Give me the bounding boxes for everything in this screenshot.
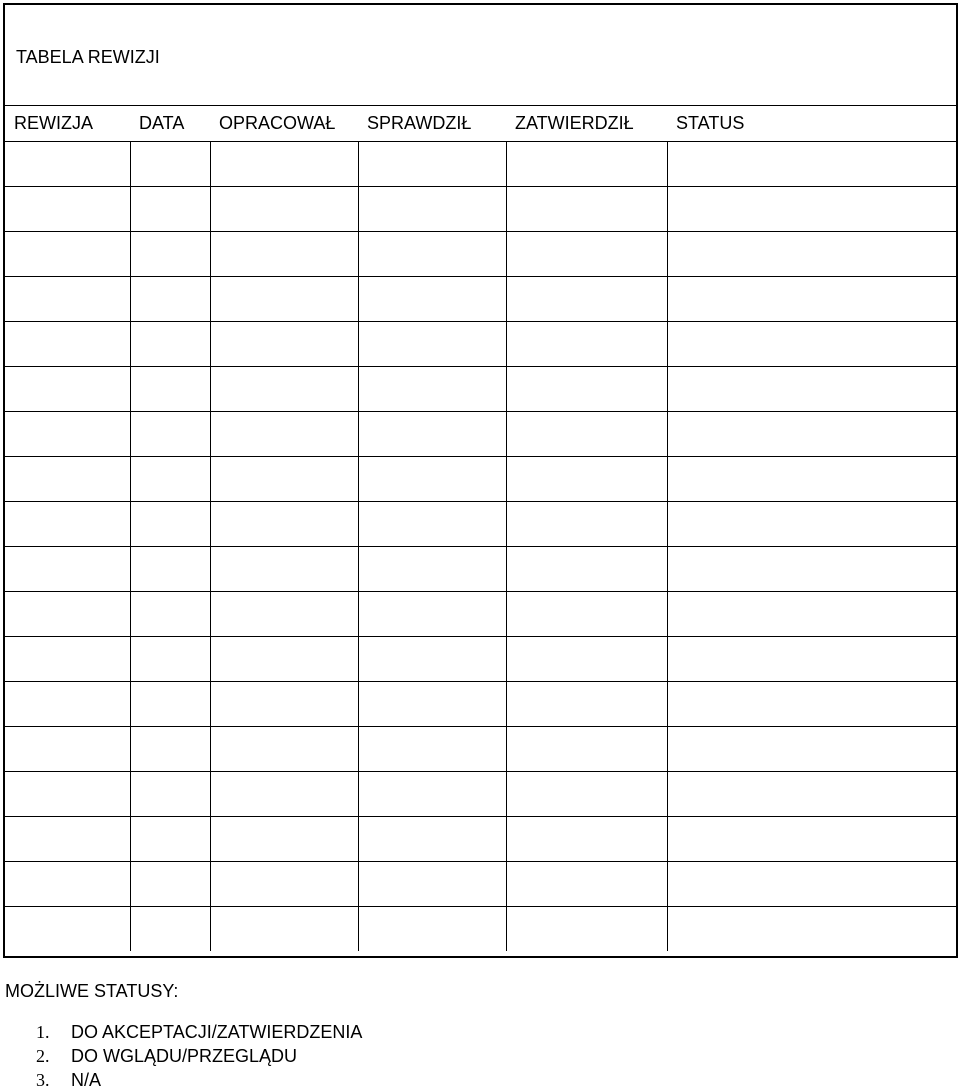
table-cell [5,502,130,547]
table-cell [5,907,130,952]
table-cell [667,682,956,727]
status-label: DO AKCEPTACJI/ZATWIERDZENIA [71,1022,363,1042]
table-cell [210,322,358,367]
table-cell [5,727,130,772]
status-item [36,1044,945,1068]
table-cell [667,547,956,592]
title-row [5,5,956,106]
table-row [5,412,956,457]
table-cell [130,772,210,817]
table-cell [358,277,506,322]
table-cell [358,187,506,232]
table-cell [358,457,506,502]
table-row [5,142,956,187]
table-cell [506,862,667,907]
table-cell [210,592,358,637]
table-cell [130,232,210,277]
column-header-opracowal: OPRACOWAŁ [210,106,358,142]
table-cell [130,187,210,232]
revision-table-frame [3,3,958,958]
table-cell [358,592,506,637]
table-cell [130,142,210,187]
table-cell [667,862,956,907]
table-cell [506,142,667,187]
revision-table-body [5,142,956,952]
table-cell [358,412,506,457]
column-header-status: STATUS [667,106,956,142]
table-cell [506,547,667,592]
table-cell [130,322,210,367]
table-cell [5,277,130,322]
table-row [5,322,956,367]
table-cell [506,817,667,862]
table-cell [210,862,358,907]
header-row [5,106,956,142]
table-cell [506,727,667,772]
table-cell [210,367,358,412]
table-cell [130,637,210,682]
table-cell [130,457,210,502]
table-cell [667,277,956,322]
table-cell [130,547,210,592]
table-cell [358,142,506,187]
table-cell [667,367,956,412]
table-cell [506,277,667,322]
table-cell [210,817,358,862]
column-header-data: DATA [130,106,210,142]
statuses-heading: MOŻLIWE STATUSY: [5,981,179,1001]
table-cell [667,322,956,367]
table-row [5,592,956,637]
table-cell [506,322,667,367]
table-row [5,817,956,862]
table-cell [506,367,667,412]
table-cell [667,412,956,457]
column-header-sprawdzil: SPRAWDZIŁ [358,106,506,142]
table-row [5,367,956,412]
column-header-zatwierdzil: ZATWIERDZIŁ [506,106,667,142]
table-cell [506,907,667,952]
table-cell [130,502,210,547]
table-row [5,682,956,727]
table-row [5,862,956,907]
table-cell [210,907,358,952]
table-cell [667,907,956,952]
table-cell [210,277,358,322]
table-cell [5,682,130,727]
table-cell [667,817,956,862]
table-cell [130,592,210,637]
table-cell [210,547,358,592]
table-cell [667,232,956,277]
table-cell [210,637,358,682]
status-number: 3. [36,1070,50,1090]
table-cell [130,862,210,907]
table-cell [667,142,956,187]
table-cell [358,367,506,412]
table-cell [358,502,506,547]
table-cell [358,817,506,862]
table-cell [506,412,667,457]
table-cell [506,457,667,502]
table-cell [130,367,210,412]
table-cell [358,772,506,817]
table-cell [5,772,130,817]
status-item [36,1068,945,1092]
table-row [5,727,956,772]
table-cell [667,502,956,547]
table-cell [5,547,130,592]
table-cell [358,322,506,367]
table-cell [210,682,358,727]
table-row [5,457,956,502]
table-cell [358,547,506,592]
table-row [5,187,956,232]
table-cell [210,502,358,547]
table-cell [210,412,358,457]
table-row [5,637,956,682]
table-cell [506,502,667,547]
table-cell [5,142,130,187]
table-cell [506,187,667,232]
table-cell [506,682,667,727]
table-cell [667,727,956,772]
table-cell [667,637,956,682]
table-row [5,502,956,547]
table-row [5,277,956,322]
table-cell [358,727,506,772]
table-cell [667,457,956,502]
table-cell [358,637,506,682]
table-cell [667,772,956,817]
table-cell [358,232,506,277]
table-cell [130,277,210,322]
table-cell [130,727,210,772]
table-row [5,232,956,277]
table-row [5,907,956,952]
status-list [5,1020,945,1092]
table-cell [210,232,358,277]
table-cell [358,907,506,952]
table-row [5,772,956,817]
revision-table [5,106,956,951]
table-cell [5,412,130,457]
table-cell [5,367,130,412]
table-cell [5,187,130,232]
table-cell [210,727,358,772]
table-cell [130,907,210,952]
column-header-rewizja: REWIZJA [5,106,130,142]
document-title: TABELA REWIZJI [16,47,160,67]
table-cell [130,682,210,727]
table-cell [210,142,358,187]
table-cell [358,682,506,727]
table-cell [5,592,130,637]
table-cell [5,817,130,862]
status-item [36,1020,945,1044]
table-cell [210,772,358,817]
table-cell [5,322,130,367]
table-cell [5,637,130,682]
table-cell [5,232,130,277]
table-cell [667,592,956,637]
table-cell [358,862,506,907]
table-cell [210,457,358,502]
status-number: 2. [36,1046,50,1066]
table-cell [506,772,667,817]
table-cell [5,457,130,502]
table-cell [5,862,130,907]
table-cell [130,817,210,862]
statuses-section [5,981,945,1092]
table-cell [210,187,358,232]
status-label: N/A [71,1070,102,1090]
status-label: DO WGLĄDU/PRZEGLĄDU [71,1046,298,1066]
table-cell [130,412,210,457]
table-cell [506,232,667,277]
table-cell [506,637,667,682]
status-number: 1. [36,1022,50,1042]
table-row [5,547,956,592]
table-cell [667,187,956,232]
table-cell [506,592,667,637]
